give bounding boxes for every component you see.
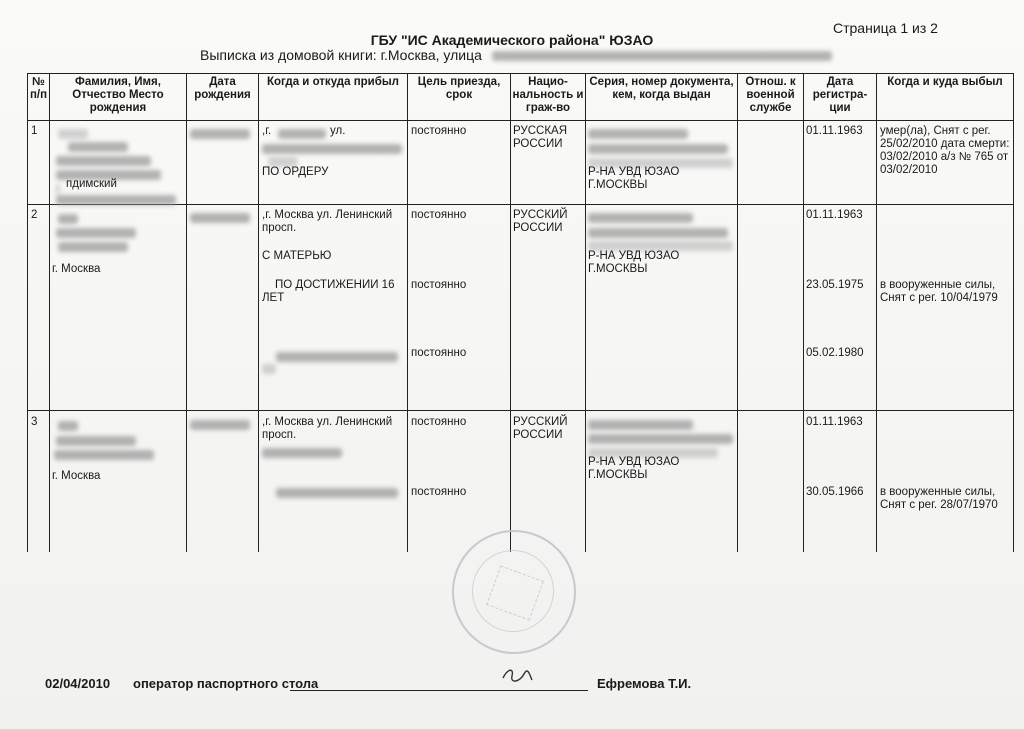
col-header-registration: Дата регистра-ции (812, 76, 868, 114)
row1-reg-date: 01.11.1963 (806, 125, 863, 137)
row2-arrived-reason: С МАТЕРЬЮ (262, 250, 332, 262)
row2-reg-date-3: 05.02.1980 (806, 347, 864, 359)
row2-arrived-2: ПО ДОСТИЖЕНИИ 16 ЛЕТ (262, 279, 395, 304)
col-header-document: Серия, номер документа, кем, когда выдан (589, 76, 734, 101)
row2-purpose: постоянно (411, 209, 467, 221)
row1-nationality: РУССКАЯ РОССИИ (513, 125, 568, 150)
row3-birthplace: г. Москва (52, 470, 101, 482)
col-header-departed: Когда и куда выбыл (887, 76, 1003, 88)
row2-reg-date-2: 23.05.1975 (806, 279, 864, 291)
row1-arrived-prefix: ,г. (262, 125, 272, 137)
row2-reg-date: 01.11.1963 (806, 209, 863, 221)
row2-purpose-3: постоянно (411, 347, 467, 359)
page-number: Страница 1 из 2 (833, 20, 938, 36)
row2-nationality: РУССКИЙ РОССИИ (513, 209, 568, 234)
row1-departed: умер(ла), Снят с рег. 25/02/2010 дата смерти: 03/02/2010 а/з № 765 от 03/02/2010 (880, 125, 1010, 176)
row3-reg-date-2: 30.05.1966 (806, 486, 864, 498)
row1-num: 1 (31, 125, 38, 137)
document-subtitle: Выписка из домовой книги: г.Москва, улица (200, 47, 832, 63)
row2-doc-issued: Р-НА УВД ЮЗАО Г.МОСКВЫ (588, 250, 680, 275)
col-header-birthdate: Дата рождения (194, 76, 251, 101)
col-header-military: Отнош. к военной службе (745, 76, 796, 114)
col-header-num: № п/п (29, 76, 48, 101)
house-register-table (27, 73, 1014, 552)
row2-departed: в вооруженные силы, Снят с рег. 10/04/1979 (880, 279, 998, 304)
document-title: ГБУ "ИС Академического района" ЮЗАО (370, 32, 654, 48)
col-header-name: Фамилия, Имя, Отчество Место рождения (72, 76, 164, 114)
row3-departed: в вооруженные силы, Снят с рег. 28/07/1970 (880, 486, 998, 511)
row1-doc-issued: Р-НА УВД ЮЗАО Г.МОСКВЫ (588, 166, 680, 191)
redacted-address (492, 51, 832, 61)
row2-birthplace: г. Москва (52, 263, 101, 275)
signature-line (290, 690, 588, 691)
signature-scribble (500, 664, 534, 686)
row3-reg-date: 01.11.1963 (806, 416, 863, 428)
row3-arrived: ,г. Москва ул. Ленинский просп. (262, 416, 393, 441)
row1-arrived-reason: ПО ОРДЕРУ (262, 166, 329, 178)
row3-nationality: РУССКИЙ РОССИИ (513, 416, 568, 441)
col-header-arrived: Когда и откуда прибыл (267, 76, 399, 88)
row1-arrived-street: ул. (330, 125, 346, 137)
row3-purpose-2: постоянно (411, 486, 467, 498)
row3-doc-issued: Р-НА УВД ЮЗАО Г.МОСКВЫ (588, 456, 680, 481)
footer-operator-name: Ефремова Т.И. (597, 676, 692, 691)
row3-num: 3 (31, 416, 38, 428)
row2-num: 2 (31, 209, 38, 221)
footer-position: оператор паспортного стола (133, 676, 319, 691)
col-header-nationality: Нацио-нальность и граж-во (512, 76, 584, 114)
official-stamp (452, 530, 576, 654)
row1-purpose: постоянно (411, 125, 467, 137)
footer-date: 02/04/2010 (45, 676, 111, 691)
row3-purpose: постоянно (411, 416, 467, 428)
row2-arrived: ,г. Москва ул. Ленинский просп. (262, 209, 393, 234)
col-header-purpose: Цель приезда, срок (417, 76, 501, 101)
row2-purpose-2: постоянно (411, 279, 467, 291)
row1-birthplace: пдимский (66, 178, 117, 190)
